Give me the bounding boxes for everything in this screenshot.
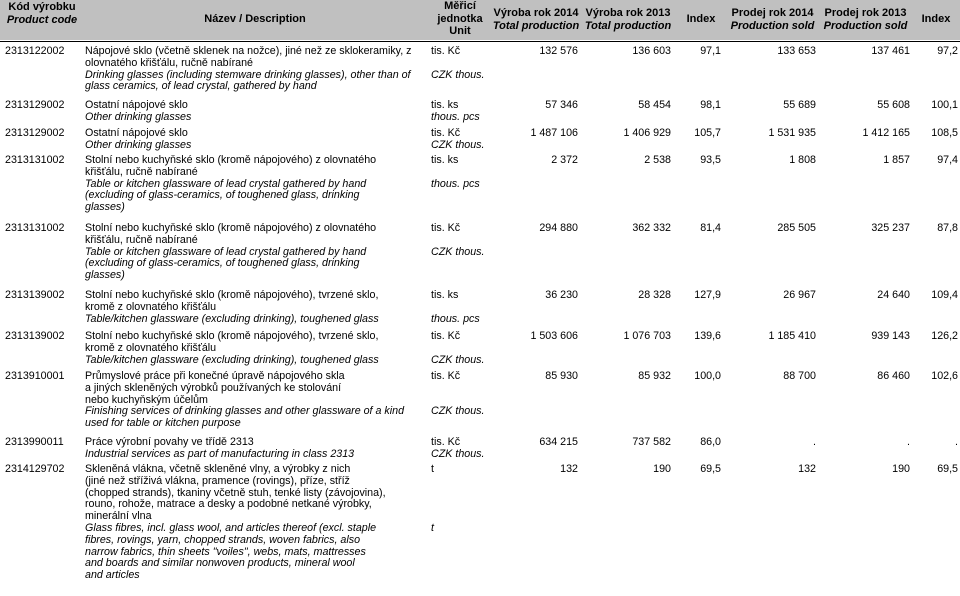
value-p14: 132 576	[539, 45, 578, 57]
description-cz-line: Stolní nebo kuchyňské sklo (kromě nápojového), tvrzené sklo,	[85, 330, 379, 342]
description-en-line: and articles	[85, 569, 140, 582]
value-s14: 1 808	[789, 154, 816, 166]
unit-en: CZK thous.	[431, 68, 485, 81]
description-en-line: glasses)	[85, 201, 125, 214]
value-i2: 102,6	[931, 370, 958, 382]
value-s14: 26 967	[783, 289, 816, 301]
value-p13: 737 582	[632, 436, 671, 448]
value-i2: 100,1	[931, 99, 958, 111]
value-i2: 126,2	[931, 330, 958, 342]
value-p14: 1 487 106	[530, 127, 578, 139]
value-i2: .	[955, 436, 958, 448]
description-en-line: Industrial services as part of manufacturing in class 2313	[85, 447, 355, 460]
description-cz-line: (jiné než stříživá vlákna, pramence (rovings), příze, stříž	[85, 474, 350, 487]
product-code: 2313131002	[5, 154, 65, 166]
description-cz-line: kromě z olovnatého křišťálu	[85, 300, 217, 313]
value-p14: 634 215	[539, 436, 578, 448]
description-en-line: Drinking glasses (including stemware drinking glasses), other than of	[85, 68, 411, 81]
unit-cz: tis. ks	[431, 154, 459, 166]
header-sold13-en: Production sold	[823, 19, 908, 32]
product-code: 2314129702	[5, 463, 65, 475]
product-code: 2313131002	[5, 222, 65, 234]
product-code: 2313990011	[5, 436, 64, 448]
header-prod13-en: Total production	[584, 19, 672, 32]
value-s14: .	[813, 436, 816, 448]
value-p13: 362 332	[632, 222, 671, 234]
description-en-line: and boards and similar nonwoven products, mineral wool	[85, 557, 355, 570]
header-unit-cz1: Měřicí	[444, 0, 476, 12]
value-s13: 1 857	[883, 154, 910, 166]
product-code: 2313139002	[5, 289, 65, 301]
description-cz-line: Skleněná vlákna, včetně skleněné vlny, a výrobky z nich	[85, 463, 351, 475]
description-en-line: glasses)	[85, 269, 125, 282]
description-cz-line: Práce výrobní povahy ve třídě 2313	[85, 436, 254, 448]
value-i1: 105,7	[694, 127, 721, 139]
description-en-line: Table or kitchen glassware of lead crystal gathered by hand	[85, 245, 367, 258]
header-index-sold	[912, 13, 960, 26]
value-p13: 28 328	[638, 289, 671, 301]
product-code: 2313910001	[5, 370, 65, 382]
header-sold-2014	[725, 7, 820, 32]
value-i1: 97,1	[700, 45, 721, 57]
value-p13: 190	[653, 463, 671, 475]
description-cz-line: Ostatní nápojové sklo	[85, 99, 188, 111]
value-p14: 1 503 606	[530, 330, 578, 342]
description-cz-line: křišťálu, ručně nabírané	[85, 165, 198, 178]
description-en-line: (excluding of glass-ceramics, of toughened glass, drinking	[85, 257, 360, 270]
unit-cz: tis. Kč	[431, 127, 461, 139]
header-unit-en: Unit	[449, 25, 471, 37]
value-s14: 133 653	[777, 45, 816, 57]
value-i1: 81,4	[700, 222, 721, 234]
header-sold14-en: Production sold	[730, 19, 815, 32]
unit-cz: t	[431, 463, 434, 475]
header-description-label: Název / Description	[204, 13, 306, 25]
unit-en: t	[431, 522, 434, 534]
unit-cz: tis. Kč	[431, 45, 461, 57]
value-i2: 97,4	[937, 154, 958, 166]
header-index1-label: Index	[686, 13, 716, 25]
value-i1: 86,0	[700, 436, 721, 448]
product-code: 2313129002	[5, 99, 65, 111]
header-description	[175, 13, 335, 26]
description-en-line: fibres, rovings, yarn, chopped strands, woven fabrics, also	[85, 533, 361, 546]
value-p14: 294 880	[539, 222, 578, 234]
description-cz-line: a jiných skleněných výrobků používaných ke stolování	[85, 381, 342, 394]
unit-cz: tis. Kč	[431, 330, 461, 342]
header-sold14-cz: Prodej rok 2014	[731, 7, 814, 19]
value-i2: 69,5	[937, 463, 958, 475]
product-code: 2313122002	[5, 45, 65, 57]
unit-en: CZK thous.	[431, 138, 485, 151]
description-en-line: glass ceramics, of lead crystal, gathered by hand	[85, 80, 317, 93]
value-i2: 87,8	[937, 222, 958, 234]
header-code-cz: Kód výrobku	[8, 1, 76, 13]
header-prod14-cz: Výroba rok 2014	[493, 7, 579, 19]
value-s13: 137 461	[871, 45, 910, 57]
value-p13: 58 454	[638, 99, 671, 111]
description-cz-line: Průmyslové práce při konečné úpravě nápojového skla	[85, 370, 345, 382]
description-en-line: (excluding of glass-ceramics, of toughened glass, drinking	[85, 189, 360, 202]
value-i1: 69,5	[700, 463, 721, 475]
description-en-line: Other drinking glasses	[85, 110, 192, 123]
description-en-line: Glass fibres, incl. glass wool, and articles thereof (excl. staple	[85, 522, 377, 534]
product-code: 2313139002	[5, 330, 65, 342]
value-s13: .	[907, 436, 910, 448]
description-cz-line: kromě z olovnatého křišťálu	[85, 341, 217, 354]
header-prod13-cz: Výroba rok 2013	[585, 7, 671, 19]
description-cz-line: minerální vlna	[85, 510, 152, 523]
value-p13: 85 932	[638, 370, 671, 382]
header-rule	[0, 41, 960, 42]
description-en-line: Table/kitchen glassware (excluding drinking), toughened glass	[85, 312, 379, 325]
description-en-line: narrow fabrics, thin sheets "voiles", webs, mats, mattresses	[85, 545, 366, 558]
header-production-2013	[582, 7, 674, 32]
header-index2-label: Index	[921, 13, 951, 25]
product-code: 2313129002	[5, 127, 65, 139]
unit-cz: tis. Kč	[431, 222, 461, 234]
value-p14: 36 230	[545, 289, 578, 301]
value-p14: 132	[560, 463, 578, 475]
description-cz-line: Stolní nebo kuchyňské sklo (kromě nápojového) z olovnatého	[85, 222, 377, 234]
header-sold13-cz: Prodej rok 2013	[824, 7, 907, 19]
description-cz-line: Ostatní nápojové sklo	[85, 127, 188, 139]
value-p13: 136 603	[632, 45, 671, 57]
description-en-line: used for table or kitchen purpose	[85, 417, 241, 430]
value-p14: 57 346	[545, 99, 578, 111]
header-prod14-en: Total production	[492, 19, 580, 32]
value-p14: 2 372	[551, 154, 578, 166]
value-s13: 55 608	[877, 99, 910, 111]
value-s13: 325 237	[871, 222, 910, 234]
value-i2: 108,5	[931, 127, 958, 139]
unit-en: CZK thous.	[431, 245, 485, 258]
value-s13: 1 412 165	[862, 127, 910, 139]
description-cz-line: křišťálu, ručně nabírané	[85, 233, 198, 246]
value-p14: 85 930	[545, 370, 578, 382]
value-s13: 24 640	[877, 289, 910, 301]
header-product-code	[2, 1, 82, 26]
header-sold-2013	[818, 7, 913, 32]
unit-en: CZK thous.	[431, 405, 485, 418]
description-cz-line: nebo kuchyňským účelům	[85, 393, 208, 406]
value-s14: 88 700	[783, 370, 816, 382]
value-s13: 939 143	[871, 330, 910, 342]
header-unit-cz2: jednotka	[437, 12, 483, 25]
description-en-line: Finishing services of drinking glasses and other glassware of a kind	[85, 405, 405, 418]
value-i2: 97,2	[937, 45, 958, 57]
description-en-line: Other drinking glasses	[85, 138, 192, 151]
value-s14: 55 689	[783, 99, 816, 111]
value-s14: 285 505	[777, 222, 816, 234]
unit-cz: tis. ks	[431, 99, 459, 111]
unit-cz: tis. Kč	[431, 370, 461, 382]
value-i1: 127,9	[694, 289, 721, 301]
unit-cz: tis. Kč	[431, 436, 461, 448]
unit-en: CZK thous.	[431, 353, 485, 366]
value-s14: 1 185 410	[768, 330, 816, 342]
unit-en: thous. pcs	[431, 110, 480, 123]
header-unit	[420, 0, 500, 38]
value-i1: 93,5	[700, 154, 721, 166]
table-header	[0, 0, 960, 40]
value-s13: 190	[892, 463, 910, 475]
header-index-production	[676, 13, 726, 26]
unit-en: thous. pcs	[431, 177, 480, 190]
value-p13: 2 538	[644, 154, 671, 166]
description-cz-line: Stolní nebo kuchyňské sklo (kromě nápojového) z olovnatého	[85, 154, 377, 166]
unit-en: CZK thous.	[431, 447, 485, 460]
value-s14: 1 531 935	[768, 127, 816, 139]
description-en-line: Table/kitchen glassware (excluding drinking), toughened glass	[85, 353, 379, 366]
value-p13: 1 076 703	[623, 330, 671, 342]
unit-en: thous. pcs	[431, 312, 480, 325]
value-s13: 86 460	[877, 370, 910, 382]
value-s14: 132	[798, 463, 816, 475]
description-cz-line: (chopped strands), tkaniny včetně stuh, tenké listy (závojovina),	[85, 486, 386, 499]
value-i1: 98,1	[700, 99, 721, 111]
description-cz-line: rouno, rohože, matrace a desky a podobné netkané výrobky,	[85, 498, 372, 511]
description-en-line: Table or kitchen glassware of lead crystal gathered by hand	[85, 177, 367, 190]
description-cz-line: olovnatého křišťálu, ručně nabírané	[85, 56, 253, 69]
unit-cz: tis. ks	[431, 289, 459, 301]
value-i1: 100,0	[694, 370, 721, 382]
header-code-en: Product code	[6, 13, 78, 26]
value-i1: 139,6	[694, 330, 721, 342]
description-cz-line: Nápojové sklo (včetně sklenek na nožce), jiné než ze sklokeramiky, z	[85, 45, 412, 57]
header-production-2014	[490, 7, 582, 32]
description-cz-line: Stolní nebo kuchyňské sklo (kromě nápojového), tvrzené sklo,	[85, 289, 379, 301]
value-p13: 1 406 929	[623, 127, 671, 139]
value-i2: 109,4	[931, 289, 958, 301]
